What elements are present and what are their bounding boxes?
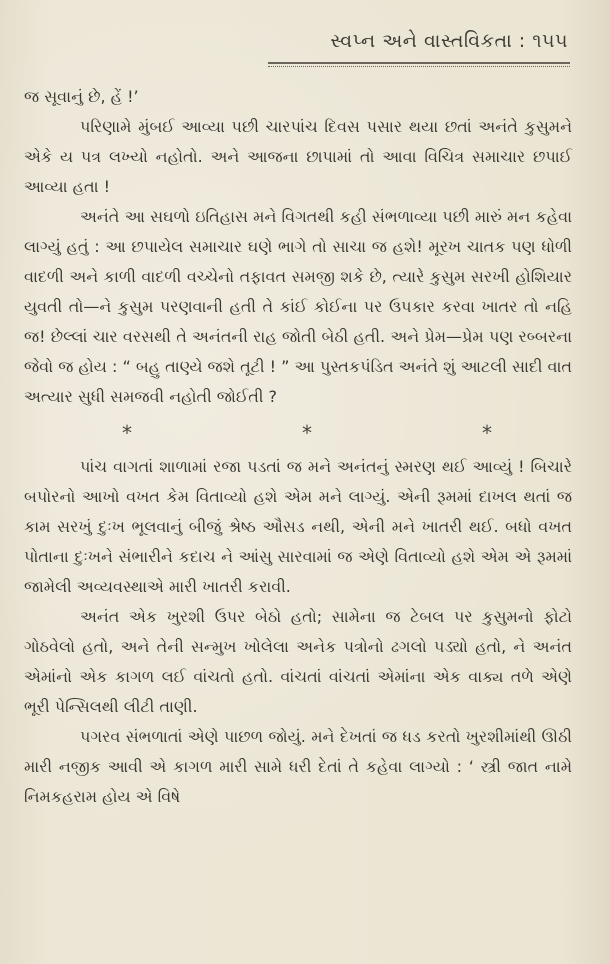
section-break-star: * <box>482 421 492 445</box>
header-rule-dotted <box>268 66 570 67</box>
paragraph: પાંચ વાગતાં શાળામાં રજા પડતાં જ મને અનંતનું સ્મરણ થઈ આવ્યું ! બિચારે બપોરનો આખો વખત કેમ વિતાવ્યો હશે એમ મને લાગ્યું. એની રૂમમાં દાખલ થતાં જ કામ સરખું દુઃખ ભૂલવાનું બીજું શ્રેષ્ઠ ઔસડ નથી, એની મને ખાતરી થઈ. બધો વખત પોતાના દુઃખને સંભારીને કદાચ ને આંસુ સારવામાં જ એણે વિતાવ્યો હશે એમ એ રૂમમાં જામેલી અવ્યવસ્થાએ મારી ખાતરી કરાવી. <box>24 457 572 596</box>
paragraph: પગરવ સંભળાતાં એણે પાછળ જોયું. મને દેખતાં જ ધડ કરતો ખુરશીમાંથી ઊઠી મારી નજીક આવી એ કાગળ મારી સામે ધરી દેતાં તે કહેવા લાગ્યો : ‘ સ્ત્રી જાત નામે નિમકહરામ હોય એ વિષે <box>24 727 572 806</box>
running-header: સ્વપ્ન અને વાસ્તવિકતા : ૧૫૫ <box>330 30 568 52</box>
paragraph: અનંતે આ સઘળો ઇતિહાસ મને વિગતથી કહી સંભળાવ્યા પછી મારું મન કહેવા લાગ્યું હતું : આ છપાયેલ સમાચાર ઘણે ભાગે તો સાચા જ હશે! મૂરખ ચાતક પણ ધોળી વાદળી અને કાળી વાદળી વચ્ચેનો તફાવત સમજી શકે છે, ત્યારે કુસુમ સરખી હોશિયાર યુવતી તો—ને કુસુમ પરણવાની હતી તે કાંઈ કોઈના પર ઉપકાર કરવા ખાતર તો નહિ જ! છેલ્લાં ચાર વરસથી તે અનંતની રાહ જોતી બેઠી હતી. અને પ્રેમ—પ્રેમ પણ રબ્બરના જેવો જ હોય : “ બહુ તાણ્યે જશે તૂટી ! ” આ પુસ્તકપંડિત અનંતે શું આટલી સાદી વાત અત્યાર સુધી સમજવી નહોતી જોઈતી ? <box>24 207 572 406</box>
paragraph: અનંત એક ખુરશી ઉપર બેઠો હતો; સામેના જ ટેબલ પર કુસુમનો ફોટો ગોઠવેલો હતો, અને તેની સન્મુખ ખોલેલા અનેક પત્રોનો ઢગલો પડ્યો હતો, ને અનંત એમાંનો એક કાગળ લઈ વાંચતો હતો. વાંચતાં વાંચતાં એમાંના એક વાક્ય તળે એણે ભૂરી પેન્સિલથી લીટી તાણી. <box>24 607 572 716</box>
section-break-star: * <box>122 421 132 445</box>
paragraph: પરિણામે મુંબઈ આવ્યા પછી ચારપાંચ દિવસ પસાર થયા છતાં અનંતે કુસુમને એકે ય પત્ર લખ્યો નહોતો. અને આજના છાપામાં તો આવા વિચિત્ર સમાચાર છપાઈ આવ્યા હતા ! <box>24 117 572 196</box>
paragraph: જ સૂવાનું છે, હેં !’ <box>24 87 139 106</box>
page-body <box>24 82 572 812</box>
header-rule <box>268 62 570 64</box>
section-break <box>122 420 492 446</box>
section-break-star: * <box>302 421 312 445</box>
